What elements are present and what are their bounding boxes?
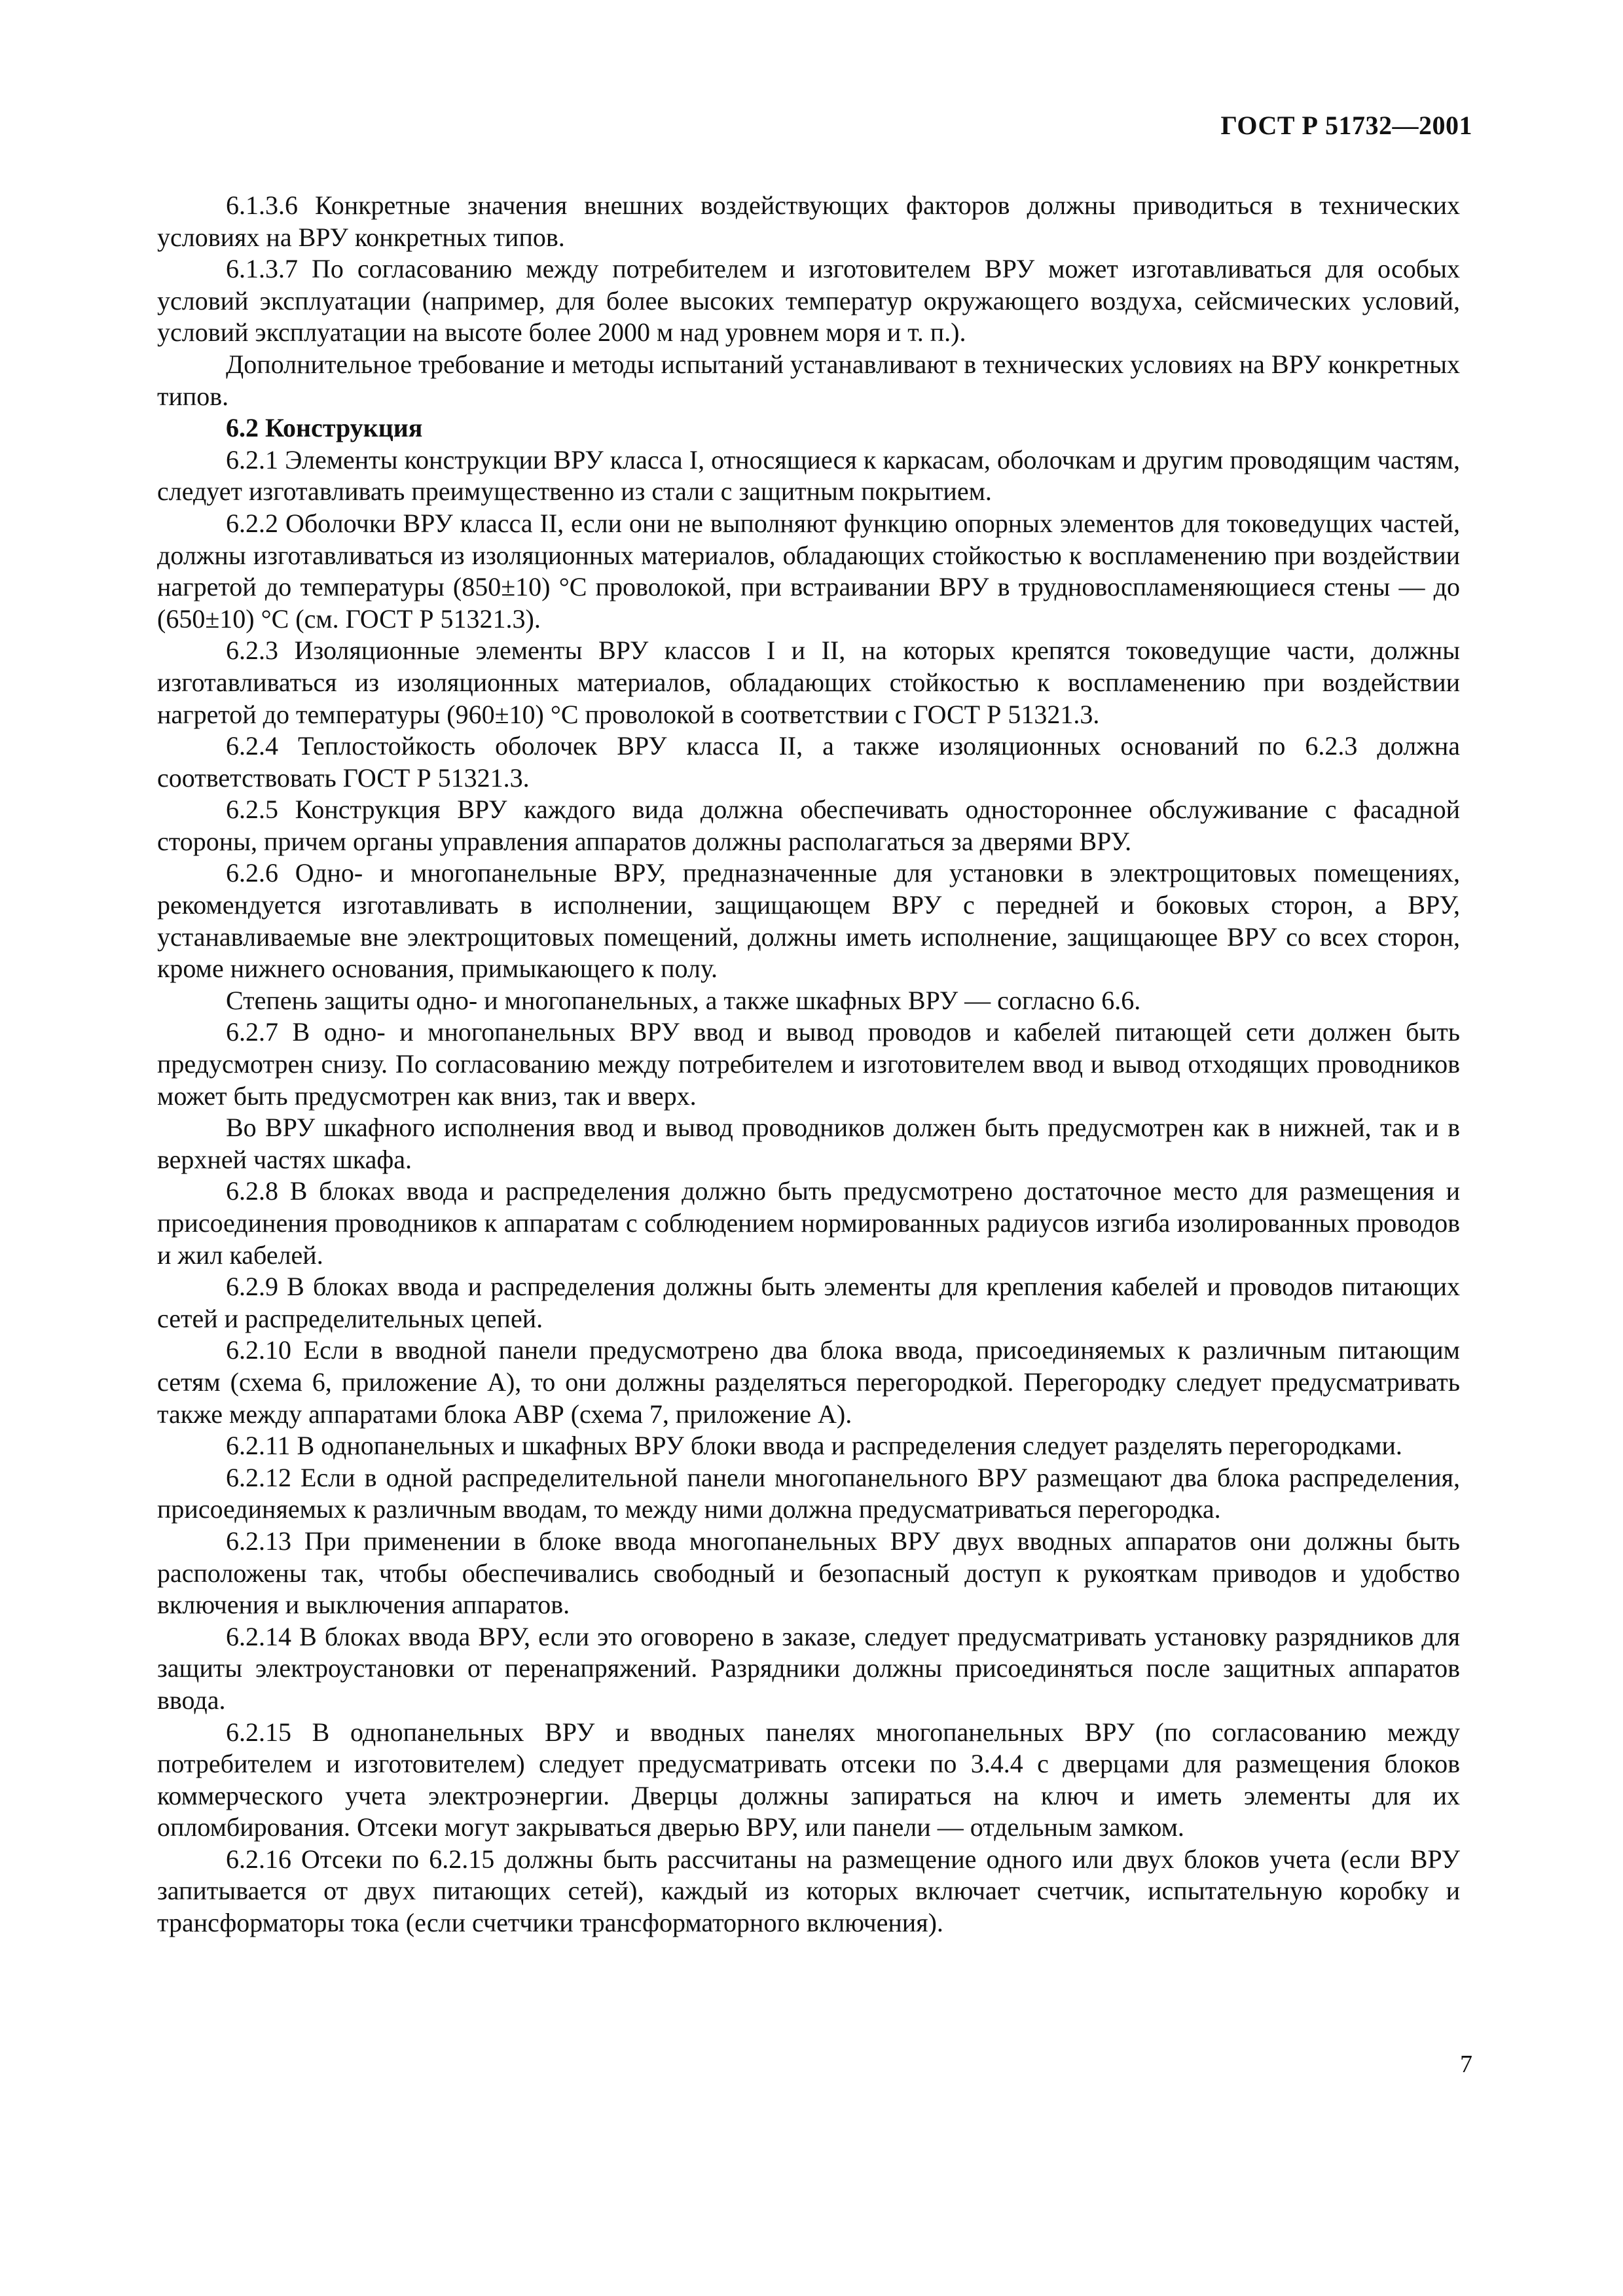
paragraph-6-2-5: 6.2.5 Конструкция ВРУ каждого вида должна обеспечивать одностороннее обслуживание с фасадной стороны, причем органы управления аппаратов должны располагаться за дверями ВРУ.: [157, 795, 1460, 856]
paragraph-6-2-9: 6.2.9 В блоках ввода и распределения должны быть элементы для крепления кабелей и проводов питающих сетей и распределительных цепей.: [157, 1272, 1460, 1333]
document-body: [157, 190, 1460, 1939]
paragraph-6-2-11: 6.2.11 В однопанельных и шкафных ВРУ блоки ввода и распределения следует разделять перегородками.: [226, 1431, 1402, 1461]
paragraph-6-2-12: 6.2.12 Если в одной распределительной панели многопанельного ВРУ размещают два блока распределения, присоединяемых к различным вводам, то между ними должна предусматриваться перегородка.: [157, 1462, 1460, 1524]
paragraph-6-2-4: 6.2.4 Теплостойкость оболочек ВРУ класса II, а также изоляционных оснований по 6.2.3 должна соответствовать ГОСТ Р 51321.3.: [157, 731, 1460, 793]
paragraph-6-2-7: 6.2.7 В одно- и многопанельных ВРУ ввод и вывод проводов и кабелей питающей сети должен быть предусмотрен снизу. По согласованию между потребителем и изготовителем ввод и вывод отходящих проводников может быть предусмотрен как вниз, так и вверх.: [157, 1017, 1460, 1111]
section-heading-6-2: 6.2 Конструкция: [226, 413, 423, 443]
paragraph-cabinet-entry: Во ВРУ шкафного исполнения ввод и вывод проводников должен быть предусмотрен как в нижней, так и в верхней частях шкафа.: [157, 1113, 1460, 1174]
paragraph-6-2-10: 6.2.10 Если в вводной панели предусмотрено два блока ввода, присоединяемых к различным питающим сетям (схема 6, приложение А), то они должны разделяться перегородкой. Перегородку следует предусматривать также между аппаратами блока АВР (схема 7, приложение А).: [157, 1335, 1460, 1429]
paragraph-additional-requirement: Дополнительное требование и методы испытаний устанавливают в технических условиях на ВРУ конкретных типов.: [157, 349, 1460, 411]
paragraph-6-2-15: 6.2.15 В однопанельных ВРУ и вводных панелях многопанельных ВРУ (по согласованию между потребителем и изготовителем) следует предусматривать отсеки по 3.4.4 с дверцами для размещения блоков коммерческого учета электроэнергии. Дверцы должны запираться на ключ и иметь элементы для их опломбирования. Отсеки могут закрываться дверью ВРУ, или панели — отдельным замком.: [157, 1717, 1460, 1842]
paragraph-6-2-8: 6.2.8 В блоках ввода и распределения должно быть предусмотрено достаточное место для размещения и присоединения проводников к аппаратам с соблюдением нормированных радиусов изгиба изолированных проводов и жил кабелей.: [157, 1176, 1460, 1270]
page-number: 7: [1460, 2051, 1472, 2078]
paragraph-6-2-13: 6.2.13 При применении в блоке ввода многопанельных ВРУ двух вводных аппаратов они должны быть расположены так, чтобы обеспечивались свободный и безопасный доступ к рукояткам приводов и удобство включения и выключения аппаратов.: [157, 1526, 1460, 1620]
paragraph-6-2-16: 6.2.16 Отсеки по 6.2.15 должны быть рассчитаны на размещение одного или двух блоков учета (если ВРУ запитывается от двух питающих сетей), каждый из которых включает счетчик, испытательную коробку и трансформаторы тока (если счетчики трансформаторного включения).: [157, 1844, 1460, 1938]
paragraph-6-2-14: 6.2.14 В блоках ввода ВРУ, если это оговорено в заказе, следует предусматривать установку разрядников для защиты электроустановки от перенапряжений. Разрядники должны присоединяться после защитных аппаратов ввода.: [157, 1621, 1460, 1715]
paragraph-6-1-3-6: 6.1.3.6 Конкретные значения внешних воздействующих факторов должны приводиться в технических условиях на ВРУ конкретных типов.: [157, 190, 1460, 252]
paragraph-6-2-6: 6.2.6 Одно- и многопанельные ВРУ, предназначенные для установки в электрощитовых помещениях, рекомендуется изготавливать в исполнении, защищающем ВРУ с передней и боковых сторон, а ВРУ, устанавливаемые вне электрощитовых помещений, должны иметь исполнение, защищающее ВРУ со всех сторон, кроме нижнего основания, примыкающего к полу.: [157, 858, 1460, 984]
paragraph-6-2-3: 6.2.3 Изоляционные элементы ВРУ классов I и II, на которых крепятся токоведущие части, должны изготавливаться из изоляционных материалов, обладающих стойкостью к воспламенению при воздействии нагретой до температуры (960±10) °С проволокой в соответствии с ГОСТ Р 51321.3.: [157, 636, 1460, 729]
paragraph-6-2-2: 6.2.2 Оболочки ВРУ класса II, если они не выполняют функцию опорных элементов для токоведущих частей, должны изготавливаться из изоляционных материалов, обладающих стойкостью к воспламенению при воздействии нагретой до температуры (850±10) °С проволокой, при встраивании ВРУ в трудновоспламеняющиеся стены — до (650±10) °С (см. ГОСТ Р 51321.3).: [157, 508, 1460, 634]
document-header: ГОСТ Р 51732—2001: [1220, 111, 1472, 140]
paragraph-protection-degree: Степень защиты одно- и многопанельных, а также шкафных ВРУ — согласно 6.6.: [226, 985, 1141, 1015]
paragraph-6-2-1: 6.2.1 Элементы конструкции ВРУ класса I, относящиеся к каркасам, оболочкам и другим проводящим частям, следует изготавливать преимущественно из стали с защитным покрытием.: [157, 444, 1460, 507]
paragraph-6-1-3-7: 6.1.3.7 По согласованию между потребителем и изготовителем ВРУ может изготавливаться для особых условий эксплуатации (например, для более высоких температур окружающего воздуха, сейсмических условий, условий эксплуатации на высоте более 2000 м над уровнем моря и т. п.).: [157, 254, 1460, 348]
